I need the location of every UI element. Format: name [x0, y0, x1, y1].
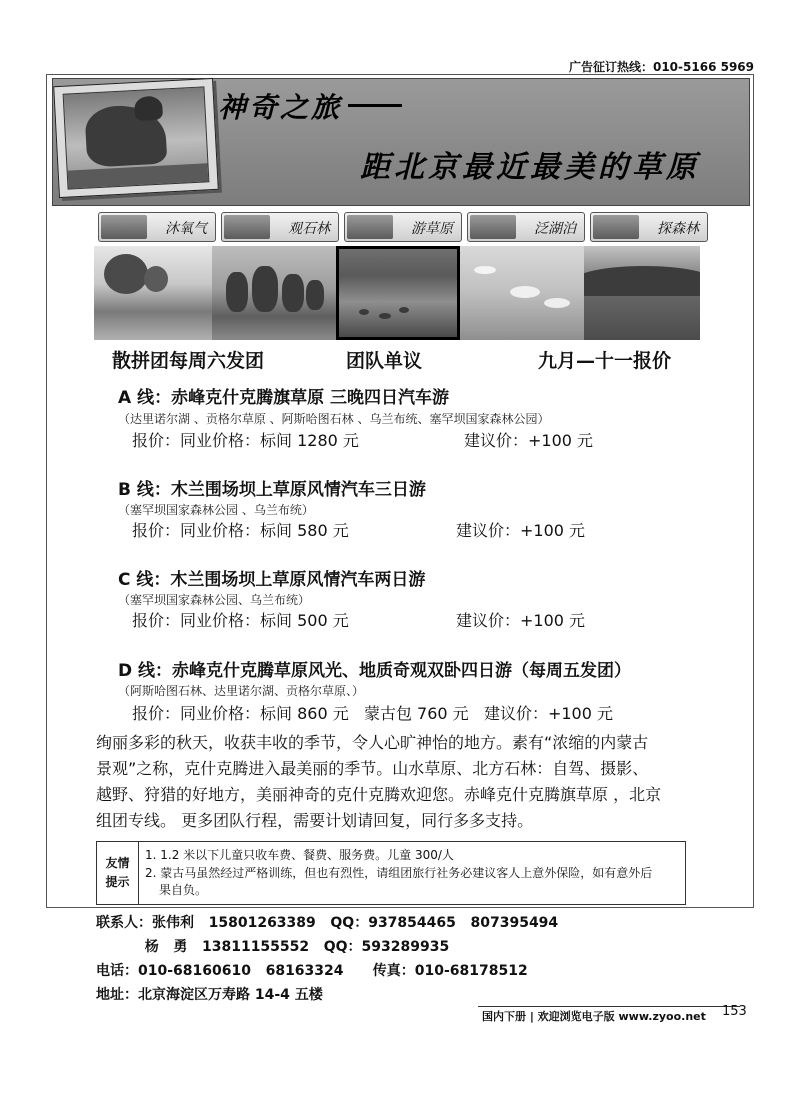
activity-label: 探森林 [657, 221, 699, 237]
photo-lake-birds [336, 246, 460, 340]
activity-thumb [347, 215, 393, 239]
friendly-tips-box [96, 841, 686, 905]
contact-phone-fax: 电话：010-68160610 68163324 传真：010-68178512 [96, 963, 528, 979]
contact-address: 地址：北京海淀区万寿路 14-4 五楼 [96, 987, 323, 1003]
route-b-title: B 线：木兰围场坝上草原风情汽车三日游 [118, 480, 426, 500]
route-c-stops: （塞罕坝国家森林公园、乌兰布统） [118, 593, 311, 607]
contact-person-2: 杨 勇 13811155552 QQ：593289935 [96, 939, 450, 955]
activity-tab-grassland [344, 212, 462, 242]
activity-tab-forest [590, 212, 708, 242]
activity-thumb [470, 215, 516, 239]
tips-label [97, 842, 139, 904]
route-b-stops: （塞罕坝国家森林公园 、乌兰布统） [118, 503, 314, 517]
banner-rock-photo [53, 78, 219, 198]
route-c-title: C 线：木兰围场坝上草原风情汽车两日游 [118, 570, 426, 590]
photo-swans [460, 246, 584, 340]
route-d-price-text: 报价：同业价格：标间 860 元 蒙古包 760 元 建议价：+100 元 [132, 704, 613, 723]
tips-label-line2: 提示 [105, 875, 130, 889]
photo-stone-forest [212, 246, 336, 340]
activity-tab-oxygen [98, 212, 216, 242]
activity-thumb [101, 215, 147, 239]
ad-hotline: 广告征订热线：010-5166 5969 [568, 60, 754, 74]
banner-title-line1: 神奇之旅 [218, 91, 343, 124]
activity-tab-stone-forest [221, 212, 339, 242]
route-c-suggested-price: 建议价：+100 元 [456, 611, 586, 630]
route-d-title: D 线：赤峰克什克腾草原风光、地质奇观双卧四日游（每周五发团） [118, 661, 632, 681]
description-paragraph [96, 730, 696, 834]
description-line: 绚丽多彩的秋天，收获丰收的季节，令人心旷神怡的地方。素有“浓缩的内蒙古 [96, 733, 649, 752]
tip-item-2: 2. 蒙古马虽然经过严格训练，但也有烈性，请组团旅行社务必建议客人上意外保险，如有意外后 [145, 866, 653, 880]
route-b-price: 报价：同业价格：标间 580 元 [132, 521, 349, 540]
route-d-price [132, 701, 613, 724]
activity-label: 泛湖泊 [534, 221, 576, 237]
description-line: 越野、狩猎的好地方，美丽神奇的克什克腾欢迎您。赤峰克什克腾旗草原 ，北京 [96, 785, 662, 804]
route-a-suggested-price: 建议价：+100 元 [464, 431, 594, 450]
schedule-group: 团队单议 [346, 350, 423, 372]
activity-tab-lake [467, 212, 585, 242]
banner-title-line2: 距北京最近最美的草原 [360, 150, 700, 185]
tip-item-2-continued: 果自负。 [159, 883, 208, 897]
route-a-price: 报价：同业价格：标间 1280 元 [132, 431, 359, 450]
photo-forest-hills [584, 246, 700, 340]
route-b-suggested-price: 建议价：+100 元 [456, 521, 586, 540]
route-d-stops: （阿斯哈图石林、达里诺尔湖、贡格尔草原、） [118, 684, 365, 698]
description-line: 景观”之称，克什克腾进入最美丽的季节。山水草原、北方石林：自驾、摄影、 [96, 759, 649, 778]
tips-label-line1: 友情 [105, 856, 130, 870]
activity-thumb [593, 215, 639, 239]
activity-label: 沐氧气 [165, 221, 207, 237]
activity-label: 游草原 [411, 221, 453, 237]
description-line: 组团专线。 更多团队行程，需要计划请回复，同行多多支持。 [96, 811, 534, 830]
footer-rule [478, 1006, 740, 1007]
schedule-pricing-period: 九月—十一报价 [538, 350, 672, 372]
activity-label: 观石林 [288, 221, 330, 237]
route-c-price: 报价：同业价格：标间 500 元 [132, 611, 349, 630]
schedule-weekly: 散拼团每周六发团 [112, 350, 265, 372]
footer-text: 国内下册 | 欢迎浏览电子版 www.zyoo.net [482, 1010, 706, 1023]
route-a-title: A 线：赤峰克什克腾旗草原 三晚四日汽车游 [118, 388, 449, 408]
contact-person-1: 联系人：张伟利 15801263389 QQ：937854465 807395494 [96, 915, 559, 931]
photo-grassland-tree [94, 246, 212, 340]
route-a-stops: （达里诺尔湖 、贡格尔草原 、阿斯哈图石林 、乌兰布统、塞罕坝国家森林公园） [118, 412, 550, 426]
banner-title-dash [348, 104, 402, 107]
tip-item-1: 1. 1.2 米以下儿童只收车费、餐费、服务费。儿童 300/人 [145, 848, 454, 862]
page-number: 153 [722, 1004, 747, 1019]
activity-thumb [224, 215, 270, 239]
